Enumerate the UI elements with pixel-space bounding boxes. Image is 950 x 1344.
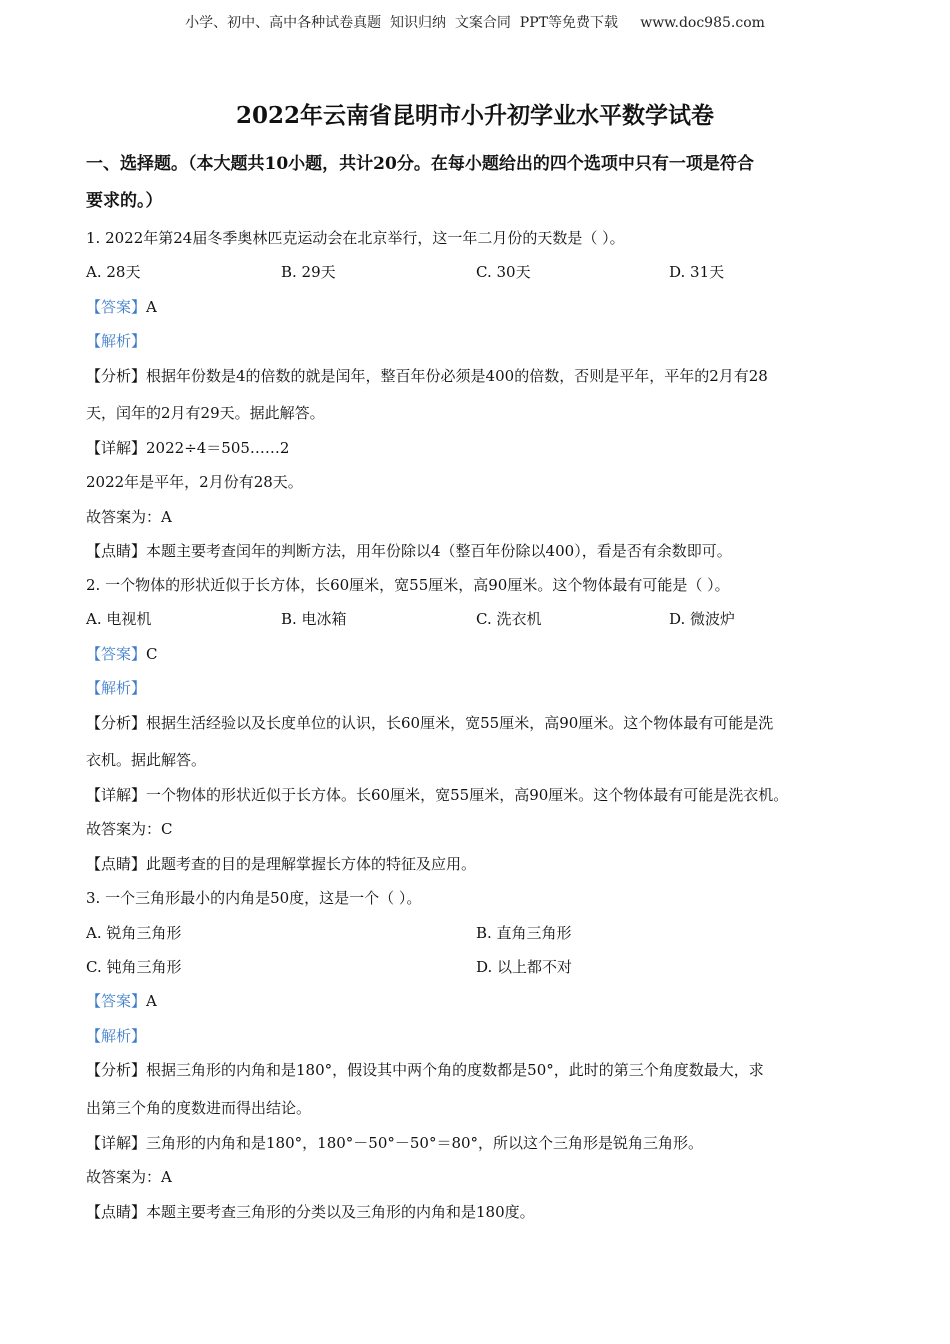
dianjing-tag: 【点睛】	[86, 1203, 147, 1221]
q3-xiangjie-text: 三角形的内角和是180°，180°－50°－50°＝80°，所以这个三角形是锐角三角形。	[146, 1134, 704, 1152]
dianjing-tag: 【点睛】	[86, 542, 147, 560]
q3-answer-line	[86, 991, 157, 1011]
answer-tag: 【答案】	[86, 298, 147, 316]
xiangjie-tag: 【详解】	[86, 1134, 147, 1152]
q2-dianjing-text: 此题考查的目的是理解掌握长方体的特征及应用。	[146, 855, 477, 873]
q1-option-d: D. 31天	[669, 263, 725, 281]
dianjing-tag: 【点睛】	[86, 855, 147, 873]
fenxi-tag: 【分析】	[86, 1061, 147, 1079]
q2-answer-line	[86, 644, 158, 664]
q2-option-b: B. 电冰箱	[281, 610, 347, 628]
q3-xiangjie-line	[86, 1133, 703, 1153]
xiangjie-tag: 【详解】	[86, 786, 147, 804]
q3-option-c: C. 钝角三角形	[86, 958, 182, 976]
q2-jiexi-line	[86, 678, 146, 698]
q1-final-answer: 故答案为：A	[86, 508, 172, 526]
q2-dianjing-line	[86, 854, 476, 874]
section-heading-line-1: 一、选择题。（本大题共10小题，共计20分。在每小题给出的四个选项中只有一项是符合	[86, 154, 754, 174]
q2-stem: 2. 一个物体的形状近似于长方体，长60厘米，宽55厘米，高90厘米。这个物体最有可能是（ ）。	[86, 576, 730, 594]
document-title: 2022年云南省昆明市小升初学业水平数学试卷	[235, 102, 714, 129]
q3-fenxi-line-1	[86, 1060, 764, 1080]
q1-fenxi-line-2: 天，闰年的2月有29天。据此解答。	[86, 404, 325, 422]
q2-option-c: C. 洗衣机	[476, 610, 542, 628]
q1-xiangjie-line	[86, 438, 289, 458]
q1-xiangjie-text: 2022÷4＝505……2	[146, 439, 290, 457]
q3-option-a: A. 锐角三角形	[86, 924, 182, 942]
q3-final-answer: 故答案为：A	[86, 1168, 172, 1186]
xiangjie-tag: 【详解】	[86, 439, 147, 457]
q3-option-d: D. 以上都不对	[476, 958, 573, 976]
answer-tag: 【答案】	[86, 645, 147, 663]
q3-stem: 3. 一个三角形最小的内角是50度，这是一个（ ）。	[86, 889, 422, 907]
q1-fenxi-line-1	[86, 366, 768, 386]
q1-stem: 1. 2022年第24届冬季奥林匹克运动会在北京举行，这一年二月份的天数是（ ）。	[86, 229, 625, 247]
q3-dianjing-line	[86, 1202, 535, 1222]
q1-answer: A	[146, 298, 157, 316]
q1-fenxi-text-1: 根据年份数是4的倍数的就是闰年，整百年份必须是400的倍数，否则是平年，平年的2月有28	[146, 367, 768, 385]
q1-detail-line-2: 2022年是平年，2月份有28天。	[86, 473, 303, 491]
q1-jiexi-line	[86, 331, 146, 351]
q1-option-c: C. 30天	[476, 263, 531, 281]
q2-final-answer: 故答案为：C	[86, 820, 173, 838]
answer-tag: 【答案】	[86, 992, 147, 1010]
jiexi-tag: 【解析】	[86, 1027, 147, 1045]
q2-xiangjie-text: 一个物体的形状近似于长方体。长60厘米，宽55厘米，高90厘米。这个物体最有可能是洗衣机。	[146, 786, 789, 804]
q3-dianjing-text: 本题主要考查三角形的分类以及三角形的内角和是180度。	[146, 1203, 535, 1221]
q3-fenxi-text-1: 根据三角形的内角和是180°，假设其中两个角的度数都是50°，此时的第三个角度数最大，求	[146, 1061, 764, 1079]
q2-fenxi-line-1	[86, 713, 773, 733]
q3-option-b: B. 直角三角形	[476, 924, 572, 942]
q3-answer: A	[146, 992, 157, 1010]
q1-dianjing-text: 本题主要考查闰年的判断方法，用年份除以4（整百年份除以400），看是否有余数即可。	[146, 542, 732, 560]
q2-fenxi-line-2: 衣机。据此解答。	[86, 751, 207, 769]
q1-dianjing-line	[86, 541, 732, 561]
jiexi-tag: 【解析】	[86, 332, 147, 350]
fenxi-tag: 【分析】	[86, 714, 147, 732]
q3-jiexi-line	[86, 1026, 146, 1046]
q1-answer-line	[86, 297, 157, 317]
q1-option-a: A. 28天	[86, 263, 141, 281]
q2-option-d: D. 微波炉	[669, 610, 736, 628]
page-header: 小学、初中、高中各种试卷真题 知识归纳 文案合同 PPT等免费下载 www.doc985.com	[185, 15, 765, 31]
q2-fenxi-text-1: 根据生活经验以及长度单位的认识，长60厘米，宽55厘米，高90厘米。这个物体最有可能是洗	[146, 714, 774, 732]
section-heading-line-2: 要求的。）	[86, 191, 163, 211]
q2-answer: C	[146, 645, 158, 663]
fenxi-tag: 【分析】	[86, 367, 147, 385]
jiexi-tag: 【解析】	[86, 679, 147, 697]
q3-fenxi-line-2: 出第三个角的度数进而得出结论。	[86, 1099, 312, 1117]
q2-xiangjie-line	[86, 785, 788, 805]
q2-option-a: A. 电视机	[86, 610, 152, 628]
q1-option-b: B. 29天	[281, 263, 336, 281]
